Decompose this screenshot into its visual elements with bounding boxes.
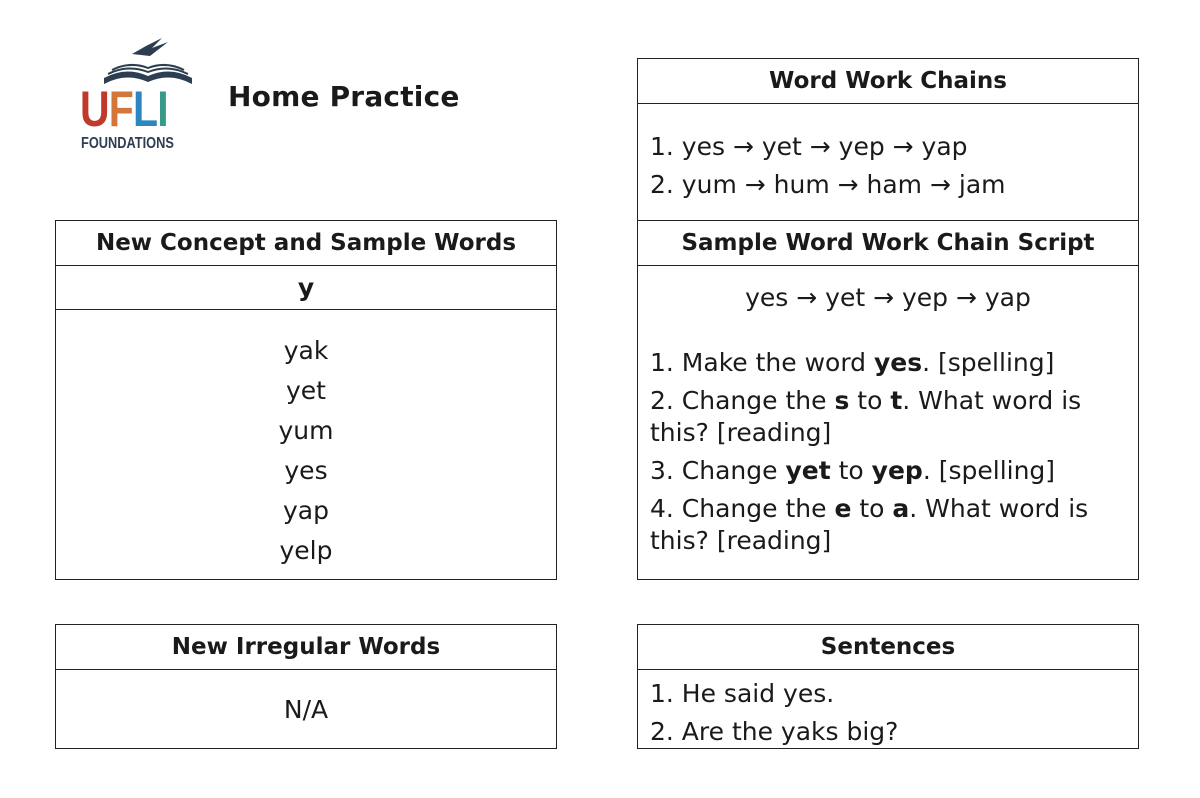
script-step-text: . What word is this? [reading] xyxy=(650,386,1082,447)
new-concept-header: New Concept and Sample Words xyxy=(56,221,556,266)
irregular-words-value: N/A xyxy=(283,695,329,724)
sample-word-list xyxy=(56,310,556,571)
page-title: Home Practice xyxy=(228,80,460,113)
script-step-text: to xyxy=(830,456,872,485)
script-step xyxy=(650,385,1128,449)
sample-word: yes xyxy=(284,456,328,485)
script-step-text: 3. Change xyxy=(650,456,786,485)
logo-wordmark: UFLI xyxy=(80,81,168,137)
script-step-keyword: yep xyxy=(871,456,923,485)
sentence-item: 1. He said yes. xyxy=(650,679,835,708)
script-step-list xyxy=(638,317,1138,557)
sentence-list xyxy=(638,670,1138,751)
script-step-text: . [spelling] xyxy=(922,456,1056,485)
script-header: Sample Word Work Chain Script xyxy=(638,221,1138,266)
word-work-chains-header: Word Work Chains xyxy=(638,59,1138,104)
logo-subtitle: FOUNDATIONS xyxy=(81,135,174,152)
ufli-foundations-logo xyxy=(78,36,198,156)
sentence-item: 2. Are the yaks big? xyxy=(650,717,899,746)
script-step-keyword: s xyxy=(834,386,850,415)
new-concept-panel xyxy=(55,220,557,580)
chain-item: 2. yum → hum → ham → jam xyxy=(650,170,1006,199)
script-step-text: 4. Change the xyxy=(650,494,835,523)
word-work-panel xyxy=(637,58,1139,580)
script-step-text: . What word is this? [reading] xyxy=(650,494,1089,555)
script-step-text: 1. Make the word xyxy=(650,348,874,377)
sentences-header: Sentences xyxy=(638,625,1138,670)
script-step-text: to xyxy=(851,494,893,523)
script-step xyxy=(650,455,1128,487)
sample-word: yum xyxy=(278,416,334,445)
sentences-panel xyxy=(637,624,1139,749)
concept-letter: y xyxy=(56,266,556,310)
script-step xyxy=(650,493,1128,557)
sample-word: yap xyxy=(283,496,329,525)
script-step-keyword: t xyxy=(890,386,903,415)
script-step-keyword: yet xyxy=(785,456,831,485)
chain-item: 1. yes → yet → yep → yap xyxy=(650,132,968,161)
chain-list xyxy=(638,104,1138,221)
sample-word: yelp xyxy=(279,536,333,565)
sample-word: yak xyxy=(283,336,329,365)
script-step-text: . [spelling] xyxy=(922,348,1055,377)
script-step-keyword: e xyxy=(834,494,852,523)
script-step-text: 2. Change the xyxy=(650,386,835,415)
irregular-words-header: New Irregular Words xyxy=(56,625,556,670)
script-step-keyword: yes xyxy=(873,348,923,377)
script-step-keyword: a xyxy=(892,494,910,523)
script-chain: yes → yet → yep → yap xyxy=(745,283,1031,312)
sample-word: yet xyxy=(286,376,326,405)
script-step-text: to xyxy=(849,386,891,415)
irregular-words-panel xyxy=(55,624,557,749)
script-step xyxy=(650,347,1128,379)
